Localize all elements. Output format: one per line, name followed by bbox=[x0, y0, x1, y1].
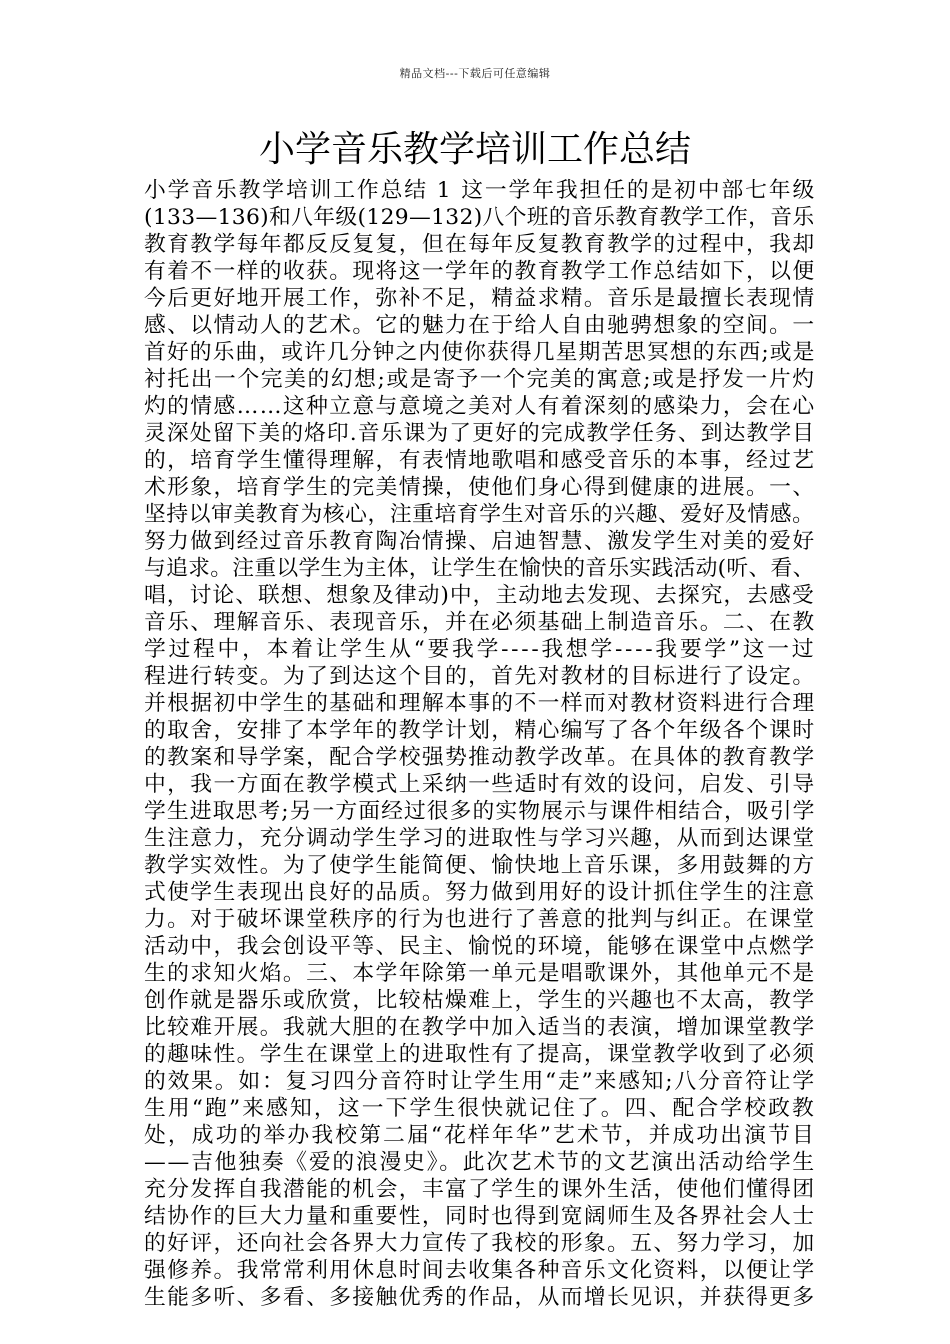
body-text-line: 今后更好地开展工作，弥补不足，精益求精。音乐是最擅长表现情 bbox=[144, 286, 816, 311]
body-text-line: 感、以情动人的艺术。它的魅力在于给人自由驰骋想象的空间。一 bbox=[144, 313, 816, 338]
body-text-line: 力。对于破坏课堂秩序的行为也进行了善意的批判与纠正。在课堂 bbox=[144, 907, 816, 932]
document-title: 小学音乐教学培训工作总结 bbox=[258, 129, 691, 170]
body-text-line: 生用“跑”来感知，这一下学生很快就记住了。四、配合学校政教 bbox=[144, 1096, 816, 1121]
body-text-line: 比较难开展。我就大胆的在教学中加入适当的表演，增加课堂教学 bbox=[144, 1015, 816, 1040]
body-text-line: 坚持以审美教育为核心，注重培育学生对音乐的兴趣、爱好及情感。 bbox=[144, 502, 815, 527]
body-text-line: 唱，讨论、联想、想象及律动)中，主动地去发现、去探究，去感受 bbox=[144, 583, 815, 608]
body-text-line: 创作就是器乐或欣赏，比较枯燥难上，学生的兴趣也不太高，教学 bbox=[144, 988, 816, 1013]
body-text-line: 活动中，我会创设平等、民主、愉悦的环境，能够在课堂中点燃学 bbox=[144, 934, 816, 959]
body-text-line: 学过程中，本着让学生从“要我学----我想学----我要学”这一过 bbox=[144, 637, 817, 662]
body-text-line: 的教案和导学案，配合学校强势推动教学改革。在具体的教育教学 bbox=[144, 745, 816, 770]
body-text-line: 处，成功的举办我校第二届“花样年华”艺术节，并成功出演节目 bbox=[144, 1123, 816, 1148]
body-text-line: 强修养。我常常利用休息时间去收集各种音乐文化资料，以便让学 bbox=[144, 1258, 816, 1283]
body-text-line: 有着不一样的收获。现将这一学年的教育教学工作总结如下，以便 bbox=[144, 259, 816, 284]
body-text-line: 生的求知火焰。三、本学年除第一单元是唱歌课外，其他单元不是 bbox=[144, 961, 816, 986]
body-text-line: 生能多听、多看、多接触优秀的作品，从而增长见识，并获得更多 bbox=[144, 1285, 816, 1310]
body-text-line: 音乐、理解音乐、表现音乐，并在必须基础上制造音乐。二、在教 bbox=[144, 610, 816, 635]
body-text-line: 学生进取思考;另一方面经过很多的实物展示与课件相结合，吸引学 bbox=[144, 799, 816, 824]
body-text-line: 程进行转变。为了到达这个目的，首先对教材的目标进行了设定。 bbox=[144, 664, 816, 689]
body-text-line: 的效果。如：复习四分音符时让学生用“走”来感知;八分音符让学 bbox=[144, 1069, 816, 1094]
body-text-line: 结协作的巨大力量和重要性，同时也得到宽阔师生及各界社会人士 bbox=[144, 1204, 816, 1229]
body-text-line: 与追求。注重以学生为主体，让学生在愉快的音乐实践活动(听、看、 bbox=[144, 556, 815, 581]
body-text-line: 式使学生表现出良好的品质。努力做到用好的设计抓住学生的注意 bbox=[144, 880, 816, 905]
page-header: 精品文档---下载后可任意编辑 bbox=[399, 67, 551, 80]
body-text-line: 首好的乐曲，或许几分钟之内使你获得几星期苦思冥想的东西;或是 bbox=[144, 340, 816, 365]
body-text-line: 灼的情感……这种立意与意境之美对人有着深刻的感染力，会在心 bbox=[144, 394, 816, 419]
body-text-line: 努力做到经过音乐教育陶冶情操、启迪智慧、激发学生对美的爱好 bbox=[144, 529, 816, 554]
body-text-line: 的，培育学生懂得理解，有表情地歌唱和感受音乐的本事，经过艺 bbox=[144, 448, 816, 473]
body-text-line: 小学音乐教学培训工作总结 1 这一学年我担任的是初中部七年级 bbox=[144, 178, 817, 203]
body-text-line: 充分发挥自我潜能的机会，丰富了学生的课外生活，使他们懂得团 bbox=[144, 1177, 816, 1202]
body-text-line: 生注意力，充分调动学生学习的进取性与学习兴趣，从而到达课堂 bbox=[144, 826, 816, 851]
body-text-line: 中，我一方面在教学模式上采纳一些适时有效的设问，启发、引导 bbox=[144, 772, 816, 797]
body-text-line: 并根据初中学生的基础和理解本事的不一样而对教材资料进行合理 bbox=[144, 691, 816, 716]
body-text-line: 的取舍，安排了本学年的教学计划，精心编写了各个年级各个课时 bbox=[144, 718, 816, 743]
body-text-line: 术形象，培育学生的完美情操，使他们身心得到健康的进展。一、 bbox=[144, 475, 816, 500]
body-text-line: 教育教学每年都反反复复，但在每年反复教育教学的过程中，我却 bbox=[144, 232, 816, 257]
body-text-line: 的趣味性。学生在课堂上的进取性有了提高，课堂教学收到了必须 bbox=[144, 1042, 816, 1067]
document-body bbox=[144, 177, 817, 1311]
body-text-line: ——吉他独奏《爱的浪漫史》。此次艺术节的文艺演出活动给学生 bbox=[144, 1150, 816, 1175]
body-text-line: 的好评，还向社会各界大力宣传了我校的形象。五、努力学习，加 bbox=[144, 1231, 816, 1256]
body-text-line: 灵深处留下美的烙印.音乐课为了更好的完成教学任务、到达教学目 bbox=[144, 421, 816, 446]
body-text-line: (133—136)和八年级(129—132)八个班的音乐教育教学工作，音乐 bbox=[144, 205, 815, 230]
body-text-line: 衬托出一个完美的幻想;或是寄予一个完美的寓意;或是抒发一片灼 bbox=[144, 367, 816, 392]
body-text-line: 教学实效性。为了使学生能简便、愉快地上音乐课，多用鼓舞的方 bbox=[144, 853, 816, 878]
